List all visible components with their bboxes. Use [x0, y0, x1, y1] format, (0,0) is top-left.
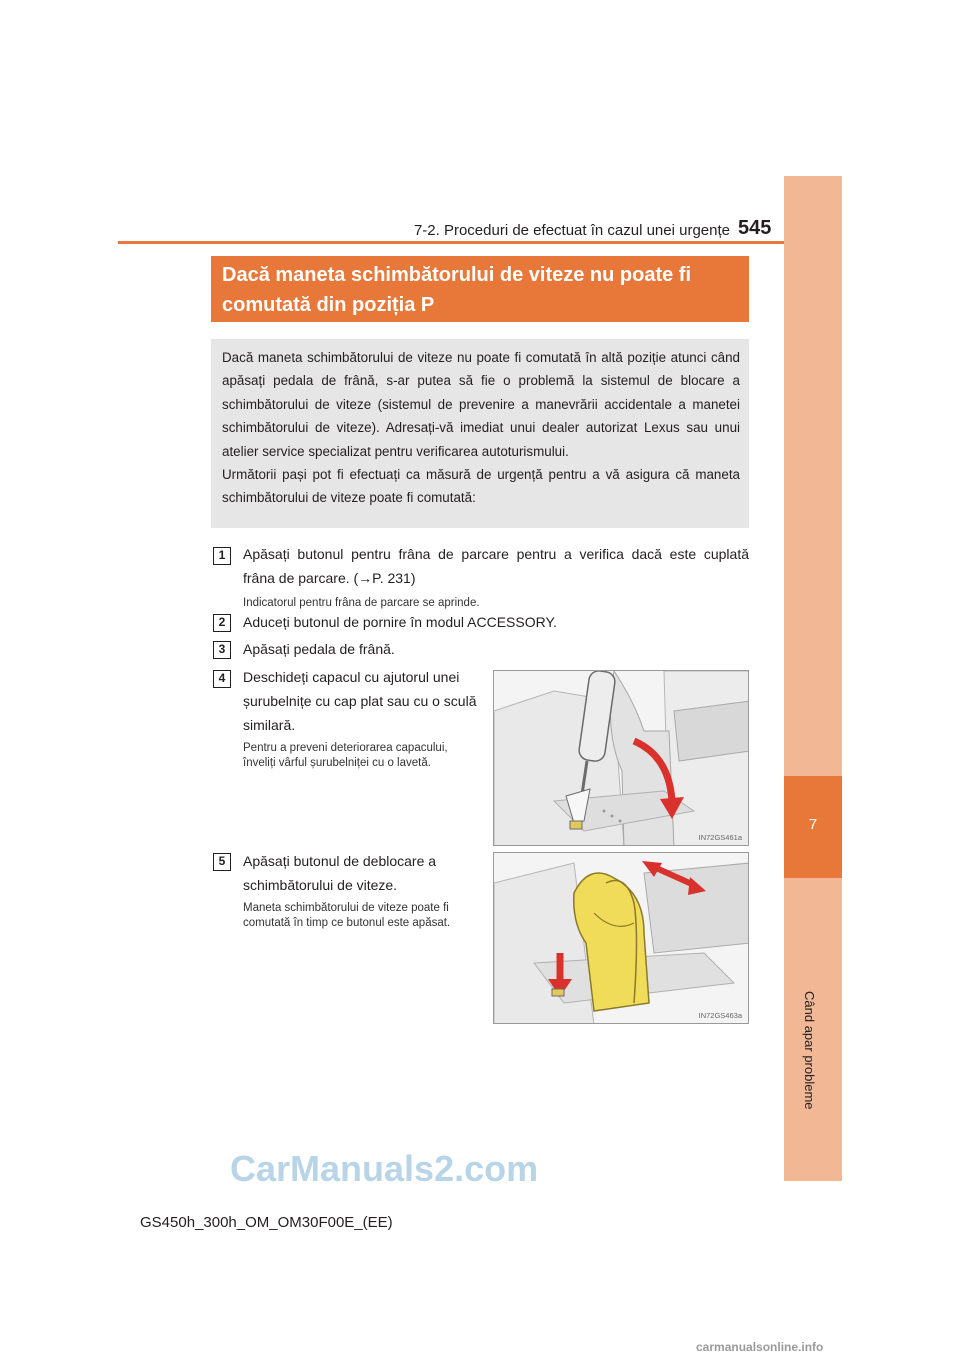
section-title: 7-2. Proceduri de efectuat în cazul unei urgențe — [413, 222, 730, 239]
step-number-1: 1 — [213, 547, 231, 565]
intro-box — [211, 339, 749, 528]
step-5-note-2: comutată în timp ce butonul este apăsat. — [243, 917, 451, 929]
figure-shift-release — [493, 852, 749, 1024]
figure-2-code: IN72GS463a — [698, 1011, 742, 1020]
document-code: GS450h_300h_OM_OM30F00E_(EE) — [140, 1214, 393, 1231]
step-2-text: Aduceți butonul de pornire în modul ACCESSORY. — [243, 614, 557, 630]
step-number-4: 4 — [213, 670, 231, 688]
chapter-number: 7 — [808, 816, 818, 833]
step-4-line-1: Deschideți capacul cu ajutorul unei — [243, 669, 460, 685]
step-1-line-1: Apăsați butonul pentru frâna de parcare pentru a verifica dacă este cuplată — [243, 546, 749, 562]
step-5-line-1: Apăsați butonul de deblocare a — [243, 853, 437, 869]
step-4-note-2: înveliți vârful șurubelniței cu o lavetă. — [243, 757, 431, 769]
figure-open-cover — [493, 670, 749, 846]
step-5-note-1: Maneta schimbătorului de viteze poate fi — [243, 902, 449, 914]
header-rule — [118, 241, 784, 244]
step-number-2: 2 — [213, 614, 231, 632]
watermark-carmanualsonline: carmanualsonline.info — [696, 1340, 824, 1354]
intro-paragraph-1: Dacă maneta schimbătorului de viteze nu poate fi comutată în altă poziție atunci când apăsați pedala de frână, s-ar putea să fie o problemă la sistemul de blocare a schimbătorului de viteze (sistemul de prevenire a manevrării accidentale a manetei schimbătorului de viteze). Adresați-vă imediat unui dealer autorizat Lexus sau unui atelier service specializat pentru verificarea autoturismului. — [222, 350, 740, 459]
topic-title-line2: comutată din poziția P — [222, 294, 435, 316]
intro-paragraph-2: Următorii pași pot fi efectuați ca măsură de urgență pentru a vă asigura că maneta schimbătorului de viteze poate fi comutată: — [222, 467, 740, 506]
screwdriver-illustration — [494, 671, 749, 846]
topic-title-line1: Dacă maneta schimbătorului de viteze nu poate fi — [222, 264, 692, 286]
step-1-note: Indicatorul pentru frâna de parcare se aprinde. — [243, 597, 480, 609]
topic-title-box — [211, 256, 749, 322]
page-number: 545 — [738, 217, 772, 239]
step-4-note-1: Pentru a preveni deteriorarea capacului, — [243, 742, 448, 754]
step-1-line-2: frâna de parcare. (→P. 231) — [243, 570, 416, 586]
step-number-5: 5 — [213, 853, 231, 871]
step-number-3: 3 — [213, 641, 231, 659]
chapter-title: Când apar probleme — [802, 991, 817, 1110]
watermark-carmanuals2: CarManuals2.com — [230, 1148, 539, 1189]
step-4-line-2: șurubelnițe cu cap plat sau cu o sculă — [243, 693, 477, 709]
step-4-line-3: similară. — [243, 717, 296, 733]
chapter-side-tab — [784, 176, 842, 1181]
step-5-line-2: schimbătorului de viteze. — [243, 877, 398, 893]
step-3-text: Apăsați pedala de frână. — [243, 641, 395, 657]
shift-lever-illustration — [494, 853, 749, 1024]
figure-1-code: IN72GS461a — [698, 833, 742, 842]
